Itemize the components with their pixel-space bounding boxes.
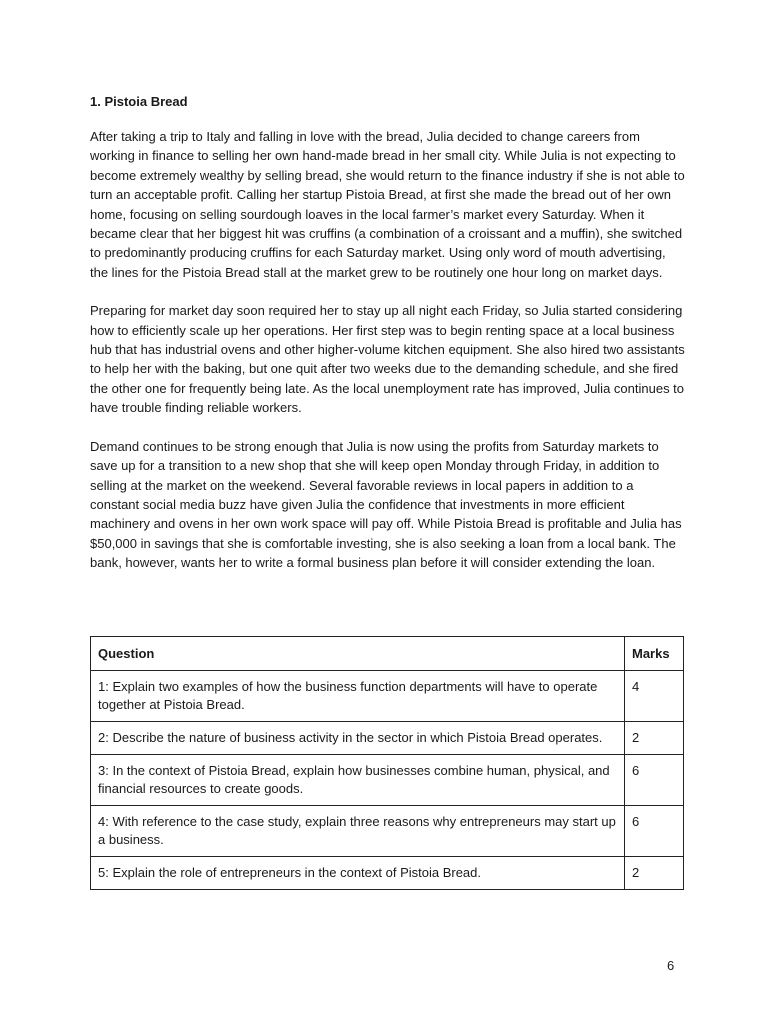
question-cell: 4: With reference to the case study, explain three reasons why entrepreneurs may start up a business. [91, 806, 625, 857]
case-study-paragraph: After taking a trip to Italy and falling in love with the bread, Julia decided to change careers from working in finance to selling her own hand-made bread in her small city. While Julia is not expecting to become extremely wealthy by selling bread, she would return to the finance industry if she is not able to turn an acceptable profit. Calling her startup Pistoia Bread, at first she made the bread out of her own home, focusing on selling sourdough loaves in the local farmer’s market every Saturday. When it became clear that her biggest hit was cruffins (a combination of a croissant and a muffin), she switched to predominantly producing cruffins for each Saturday market. Using only word of mouth advertising, the lines for the Pistoia Bread stall at the market grew to be routinely one hour long on market days. [90, 129, 685, 280]
question-cell: 3: In the context of Pistoia Bread, explain how businesses combine human, physical, and financial resources to create goods. [91, 755, 625, 806]
marks-cell: 2 [625, 857, 684, 890]
table-row [91, 755, 684, 806]
table-row [91, 722, 684, 755]
marks-cell: 2 [625, 722, 684, 755]
marks-cell: 6 [625, 806, 684, 857]
question-cell: 1: Explain two examples of how the business function departments will have to operate together at Pistoia Bread. [91, 671, 625, 722]
page-number: 6 [667, 958, 675, 973]
question-column-header: Question [91, 637, 625, 671]
marks-cell: 4 [625, 671, 684, 722]
table-row [91, 806, 684, 857]
case-study [90, 92, 685, 592]
case-study-paragraph: Demand continues to be strong enough that Julia is now using the profits from Saturday markets to save up for a transition to a new shop that she will keep open Monday through Friday, in addition to selling at the market on the weekend. Several favorable reviews in local papers in addition to a constant social media buzz have given Julia the confidence that investments in more efficient machinery and ovens in her own work space will pay off. While Pistoia Bread is profitable and Julia has $50,000 in savings that she is comfortable investing, she is also seeking a loan from a local bank. The bank, however, wants her to write a formal business plan before it will consider extending the loan. [90, 438, 682, 571]
marks-column-header: Marks [625, 637, 684, 671]
table-row [91, 857, 684, 890]
marks-cell: 6 [625, 755, 684, 806]
question-cell: 2: Describe the nature of business activity in the sector in which Pistoia Bread operates. [91, 722, 625, 755]
table-header-row [91, 637, 684, 671]
case-study-heading: 1. Pistoia Bread [90, 94, 188, 109]
case-study-paragraph: Preparing for market day soon required her to stay up all night each Friday, so Julia started considering how to efficiently scale up her operations. Her first step was to begin renting space at a local business hub that has industrial ovens and other higher-volume kitchen equipment. She also hired two assistants to help her with the baking, but one quit after two weeks due to the demanding schedule, and she fired the other one for frequently being late. As the local unemployment rate has improved, Julia continues to have trouble finding reliable workers. [90, 303, 685, 416]
questions-table [90, 636, 684, 890]
table-row [91, 671, 684, 722]
question-cell: 5: Explain the role of entrepreneurs in the context of Pistoia Bread. [91, 857, 625, 890]
